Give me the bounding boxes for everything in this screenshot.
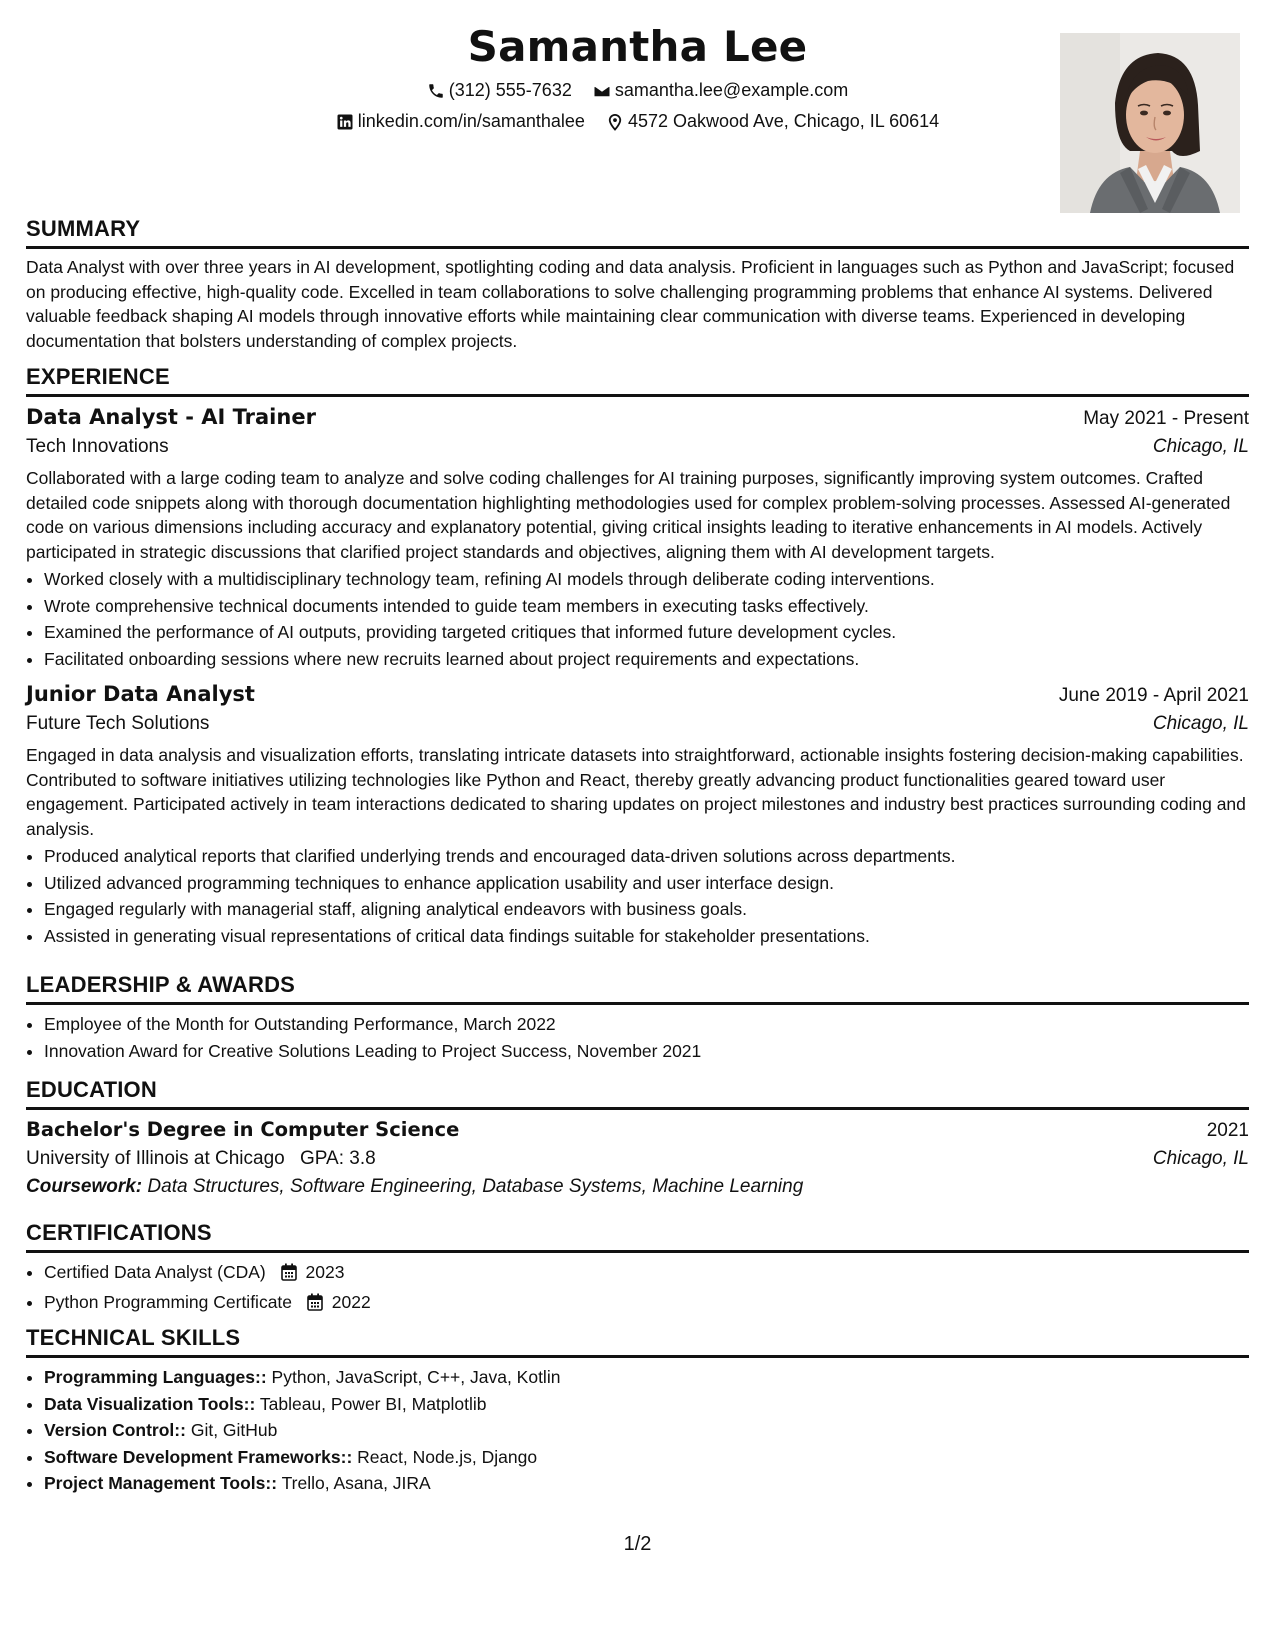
graduation-year: 2021 — [1206, 1120, 1249, 1141]
list-item — [44, 1470, 1249, 1497]
skill-value: Trello, Asana, JIRA — [281, 1473, 431, 1493]
experience-section — [26, 364, 1249, 949]
resume-page — [26, 0, 1249, 1650]
job-company: Future Tech Solutions — [26, 713, 210, 734]
experience-heading: EXPERIENCE — [26, 364, 1249, 397]
skills-section — [26, 1325, 1249, 1497]
cert-year: 2022 — [331, 1291, 371, 1312]
job-description: Engaged in data analysis and visualization efforts, translating intricate datasets into straightforward, actionable insights fostering decision-making capabilities. Contributed to software initiatives utilizing technologies like Python and React, thereby greatly advancing product functionalities geared toward user engagement. Participated actively in team interactions dedicated to sharing updates on project milestones and industry best practices surrounding coding and analysis. — [26, 745, 1246, 839]
contact-linkedin[interactable] — [336, 111, 585, 132]
list-item: • Wrote comprehensive technical documents intended to guide team members in executing tasks effectively. — [44, 593, 1249, 620]
email-text: samantha.lee@example.com — [614, 80, 849, 100]
list-item — [44, 1417, 1249, 1444]
degree-title: Bachelor's Degree in Computer Science — [26, 1118, 460, 1141]
list-item: • Facilitated onboarding sessions where new recruits learned about project requirements and expectations. — [44, 646, 1249, 673]
leadership-heading: LEADERSHIP & AWARDS — [26, 972, 1249, 1005]
list-item: • Engaged regularly with managerial staff, aligning analytical endeavors with business goals. — [44, 896, 1249, 923]
skills-heading: TECHNICAL SKILLS — [26, 1325, 1249, 1358]
skill-label: Software Development Frameworks:: — [44, 1446, 353, 1467]
gpa: GPA: 3.8 — [300, 1148, 376, 1169]
coursework-list: Data Structures, Software Engineering, Database Systems, Machine Learning — [147, 1176, 804, 1197]
calendar-icon — [281, 1262, 297, 1289]
job-entry — [26, 682, 1249, 949]
list-item: • Employee of the Month for Outstanding Performance, March 2022 — [44, 1011, 1249, 1038]
skill-value: Git, GitHub — [190, 1420, 278, 1440]
certifications-heading: CERTIFICATIONS — [26, 1220, 1249, 1253]
cert-name: Certified Data Analyst (CDA) — [44, 1262, 266, 1282]
coursework — [26, 1176, 1249, 1198]
certifications-list — [26, 1259, 1249, 1318]
summary-section — [26, 216, 1249, 353]
school-location: Chicago, IL — [1152, 1148, 1249, 1169]
contact-phone[interactable] — [427, 80, 572, 101]
phone-icon — [427, 82, 445, 100]
skill-value: Tableau, Power BI, Matplotlib — [259, 1393, 487, 1414]
certifications-section — [26, 1220, 1249, 1318]
coursework-label: Coursework: — [26, 1176, 143, 1197]
list-item — [44, 1444, 1249, 1471]
list-item: • Innovation Award for Creative Solutions Leading to Project Success, November 2021 — [44, 1038, 1249, 1065]
school-line — [26, 1148, 376, 1170]
education-heading: EDUCATION — [26, 1077, 1249, 1110]
school-name: University of Illinois at Chicago — [26, 1148, 285, 1169]
phone-text: (312) 555-7632 — [448, 80, 572, 100]
resume-header — [26, 0, 1249, 215]
job-location: Chicago, IL — [1152, 436, 1249, 457]
summary-heading: SUMMARY — [26, 216, 1249, 249]
list-item — [44, 1364, 1249, 1391]
address-text: 4572 Oakwood Ave, Chicago, IL 60614 — [627, 111, 940, 131]
skill-label: Version Control:: — [44, 1420, 186, 1440]
linkedin-icon — [336, 113, 354, 131]
job-company: Tech Innovations — [26, 436, 169, 457]
list-item: • Worked closely with a multidisciplinary technology team, refining AI models through deliberate coding interventions. — [44, 566, 1249, 593]
skill-value: Python, JavaScript, C++, Java, Kotlin — [271, 1367, 561, 1387]
list-item — [44, 1391, 1249, 1418]
job-bullets — [26, 843, 1249, 949]
summary-text: Data Analyst with over three years in AI development, spotlighting coding and data analysis. Proficient in languages such as Python and JavaScript; focused on producing effective, high-quality code. Excelled in team collaborations to solve challenging programming problems that enhance AI systems. Delivered valuable feedback shaping AI models through innovative efforts while maintaining clear communication with diverse teams. Experienced in developing documentation that bolsters understanding of complex projects. — [26, 257, 1235, 351]
education-section — [26, 1077, 1249, 1198]
job-title: Data Analyst - AI Trainer — [26, 405, 316, 429]
linkedin-text: linkedin.com/in/samanthalee — [357, 111, 585, 131]
envelope-icon — [593, 82, 611, 100]
job-dates: June 2019 - April 2021 — [1058, 685, 1249, 706]
skill-label: Project Management Tools:: — [44, 1473, 278, 1493]
job-title: Junior Data Analyst — [26, 682, 255, 706]
skills-list — [26, 1364, 1249, 1497]
list-item: • Examined the performance of AI outputs, providing targeted critiques that informed future development cycles. — [44, 619, 1249, 646]
map-pin-icon — [606, 113, 624, 131]
list-item — [44, 1289, 1249, 1319]
skill-label: Programming Languages:: — [44, 1367, 267, 1387]
page-number: 1/2 — [623, 1533, 652, 1555]
cert-year: 2023 — [305, 1262, 345, 1282]
calendar-icon — [307, 1292, 323, 1319]
awards-list — [26, 1011, 1249, 1064]
job-entry — [26, 405, 1249, 672]
contact-address — [606, 111, 939, 132]
job-location: Chicago, IL — [1152, 713, 1249, 734]
list-item: • Assisted in generating visual representations of critical data findings suitable for stakeholder presentations. — [44, 923, 1249, 950]
profile-photo — [1060, 33, 1240, 213]
job-dates: May 2021 - Present — [1083, 408, 1249, 429]
leadership-section — [26, 972, 1249, 1064]
skill-label: Data Visualization Tools:: — [44, 1393, 256, 1414]
list-item: • Utilized advanced programming techniques to enhance application usability and user interface design. — [44, 870, 1249, 897]
skill-value: React, Node.js, Django — [357, 1446, 538, 1467]
list-item: • Produced analytical reports that clarified underlying trends and encouraged data-driven solutions across departments. — [44, 843, 1249, 870]
job-description: Collaborated with a large coding team to analyze and solve coding challenges for AI training purposes, significantly improving system outcomes. Crafted detailed code snippets along with thorough documentation highlighting methodologies used for complex problem-solving processes. Assessed AI-generated code on various dimensions including accuracy and explanatory potential, giving critical insights leading to iterative enhancements in AI models. Actively participated in strategic discussions that clarified project standards and objectives, aligning them with AI development targets. — [26, 468, 1231, 562]
cert-name: Python Programming Certificate — [44, 1291, 293, 1312]
job-bullets — [26, 566, 1249, 672]
contact-email[interactable] — [593, 80, 848, 101]
list-item — [44, 1259, 1249, 1289]
candidate-name: Samantha Lee — [467, 22, 808, 71]
